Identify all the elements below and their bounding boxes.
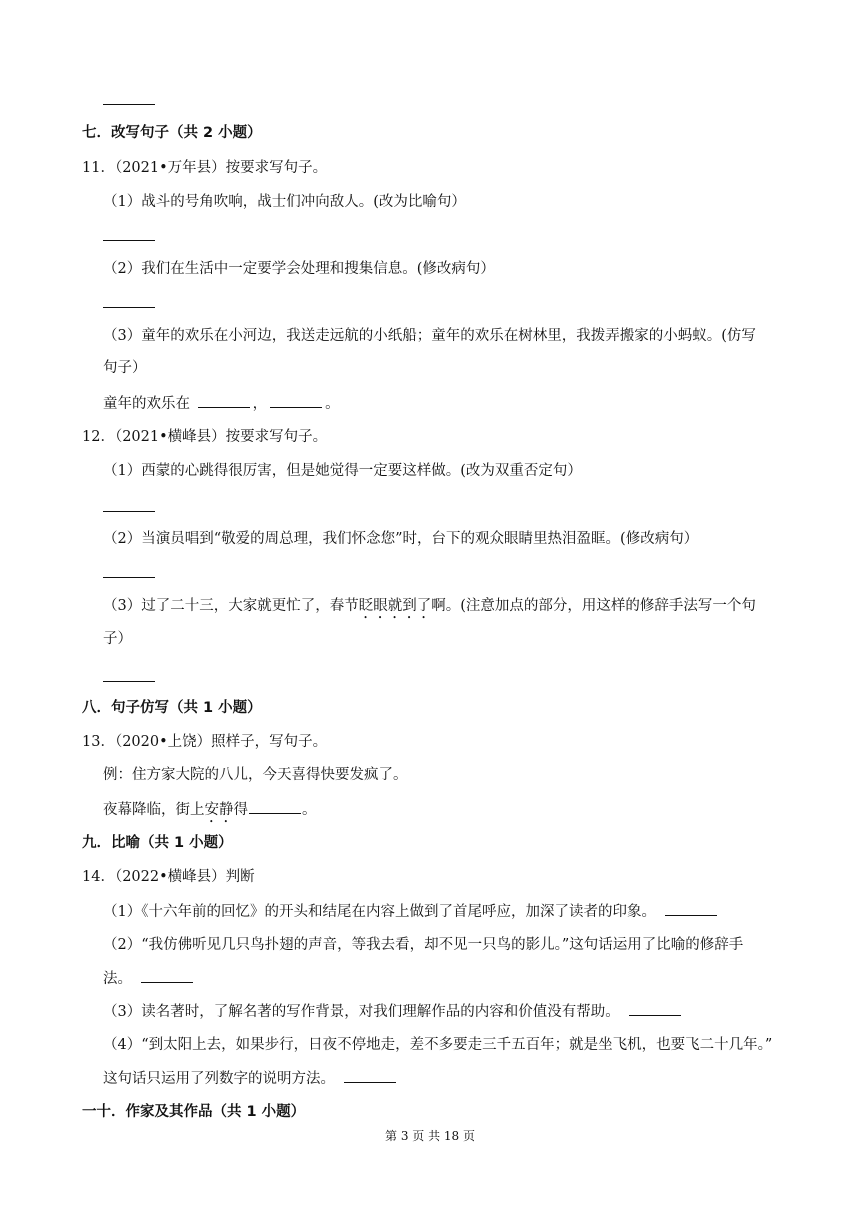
dotted-emphasis-text: 眨眼就到了 [358,598,432,614]
item-text: 这句话只运用了列数字的说明方法。 [103,1071,335,1087]
section-heading: 九．比喻（共 1 小题） [82,835,233,851]
text-segment: 。 [302,802,317,818]
question-stem: 14．（2022•横峰县）判断 [82,869,255,885]
question-part: （3）童年的欢乐在小河边，我送走远航的小纸船；童年的欢乐在树林里，我拨弄搬家的小蚂蚁。(仿写 [103,328,756,344]
answer-blank [141,968,193,983]
question-stem: 13．（2020•上饶）照样子，写句子。 [82,734,328,750]
question-stem: 11．（2021•万年县）按要求写句子。 [82,160,328,176]
answer-blank [665,901,717,916]
example-sentence: 例：住方家大院的八儿，今天喜得快要发疯了。 [103,767,408,783]
judgement-item-cont [103,1068,399,1089]
answer-blank [103,240,155,241]
text-segment: 夜幕降临，街上 [103,802,205,818]
question-part-cont: 句子） [103,360,147,376]
question-part: （2）我们在生活中一定要学会处理和搜集信息。(修改病句） [103,261,495,277]
section-heading: 八．句子仿写（共 1 小题） [82,700,262,716]
fill-in-end: 。 [325,396,340,412]
answer-blank [103,307,155,308]
answer-blank [103,511,155,512]
answer-blank [103,104,155,105]
text-segment: 得 [233,802,248,818]
section-heading: 一十．作家及其作品（共 1 小题） [82,1104,306,1120]
dotted-emphasis-text: 安静 [204,802,234,818]
answer-blank [629,1001,681,1016]
question-part: （2）当演员唱到“敬爱的周总理，我们怀念您”时，台下的观众眼睛里热泪盈眶。(修改病句） [103,531,699,547]
answer-blank [198,393,250,408]
page-footer: 第 3 页 共 18 页 [385,1129,475,1143]
judgement-item: （2）“我仿佛听见几只鸟扑翅的声音，等我去看，却不见一只鸟的影儿。”这句话运用了比喻的修辞手 [103,937,744,953]
fill-in-line [103,393,340,414]
answer-blank [103,681,155,682]
fill-in-prefix: 童年的欢乐在 [103,396,190,412]
answer-blank [344,1068,396,1083]
judgement-item [103,901,720,922]
question-part [103,596,756,622]
item-text: （1）《十六年前的回忆》的开头和结尾在内容上做到了首尾呼应，加深了读者的印象。 [103,904,656,920]
item-text: （3）读名著时，了解名著的写作背景，对我们理解作品的内容和价值没有帮助。 [103,1004,620,1020]
judgement-item [103,1001,684,1022]
question-part: （1）战斗的号角吹响，战士们冲向敌人。(改为比喻句） [103,194,466,210]
question-part-cont: 子） [103,631,132,647]
judgement-item-cont [103,968,196,989]
text-segment: （3）过了二十三，大家就更忙了，春节 [103,598,359,614]
item-text: 法。 [103,971,132,987]
section-heading: 七．改写句子（共 2 小题） [82,125,262,141]
question-stem: 12．（2021•横峰县）按要求写句子。 [82,429,328,445]
answer-blank [249,799,301,814]
question-part: （1）西蒙的心跳得很厉害，但是她觉得一定要这样做。(改为双重否定句） [103,463,582,479]
text-segment: 啊。(注意加点的部分，用这样的修辞手法写一个句 [431,598,756,614]
judgement-item: （4）“到太阳上去，如果步行，日夜不停地走，差不多要走三千五百年；就是坐飞机，也要飞二十几年。” [103,1037,773,1053]
fill-in-line [103,799,317,826]
answer-blank [270,393,322,408]
fill-in-separator: ， [252,396,268,412]
answer-blank [103,577,155,578]
